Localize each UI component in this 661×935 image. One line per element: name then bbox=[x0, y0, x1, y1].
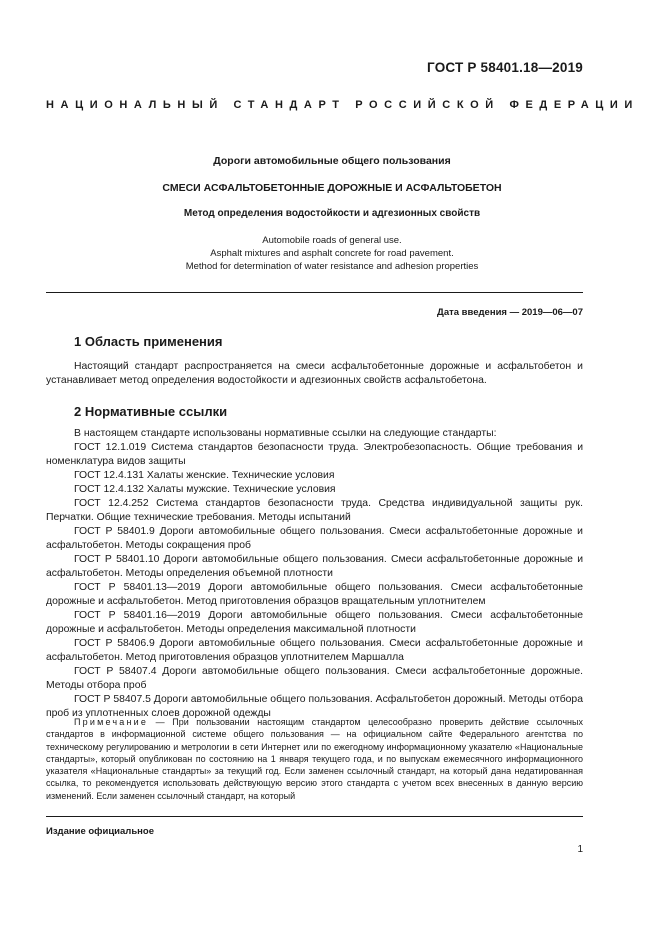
title-mixtures: СМЕСИ АСФАЛЬТОБЕТОННЫЕ ДОРОЖНЫЕ И АСФАЛЬТОБЕТОН bbox=[162, 182, 502, 194]
note-paragraph bbox=[46, 716, 583, 802]
reference-item: ГОСТ 12.1.019 Система стандартов безопасности труда. Электробезопасность. Общие требования и номенклатура видов защиты bbox=[46, 442, 583, 467]
note-text: — При пользовании настоящим стандартом целесообразно проверить действие ссылочных стандартов в информационной системе общего пользования — на официальном сайте Федерального агентства по техническому регулированию и метрологии в сети Интернет или по ежегодному информационному указателю «Национальные стандарты», который опубликован по состоянию на 1 января текущего года, и по выпускам ежемесячного информационного указателя «Национальные стандарты» за текущий год. Если заменен ссылочный стандарт, на который дана недатированная ссылка, то рекомендуется использовать действующую версию этого стандарта с учетом всех внесенных в данную версию изменений. Если заменен ссылочный стандарт, на который bbox=[46, 717, 583, 801]
reference-item: ГОСТ Р 58407.4 Дороги автомобильные общего пользования. Смеси асфальтобетонные дорожные. Методы отбора проб bbox=[46, 666, 583, 691]
official-edition-label: Издание официальное bbox=[46, 826, 154, 837]
reference-item: ГОСТ Р 58406.9 Дороги автомобильные общего пользования. Смеси асфальтобетонные дорожные и асфальтобетон. Метод приготовления образцов уплотнителем Маршалла bbox=[46, 638, 583, 663]
reference-item: ГОСТ Р 58401.16—2019 Дороги автомобильные общего пользования. Смеси асфальтобетонные дорожные и асфальтобетон. Методы определения максимальной плотности bbox=[46, 610, 583, 635]
header-divider bbox=[46, 292, 583, 293]
section-heading-references: 2 Нормативные ссылки bbox=[74, 404, 228, 419]
english-title-line: Method for determination of water resistance and adhesion properties bbox=[185, 261, 479, 272]
reference-item: ГОСТ Р 58407.5 Дороги автомобильные общего пользования. Асфальтобетон дорожный. Методы отбора проб из уплотненных слоев дорожной одежды bbox=[46, 694, 583, 719]
english-title bbox=[46, 234, 618, 273]
reference-item: ГОСТ 12.4.252 Система стандартов безопасности труда. Средства индивидуальной защиты рук. Перчатки. Общие технические требования. Методы испытаний bbox=[46, 498, 583, 523]
note-block bbox=[46, 716, 583, 802]
national-standard-banner: НАЦИОНАЛЬНЫЙ СТАНДАРТ РОССИЙСКОЙ ФЕДЕРАЦИИ bbox=[46, 99, 639, 111]
section-heading-scope: 1 Область применения bbox=[74, 334, 223, 349]
reference-item: ГОСТ 12.4.131 Халаты женские. Технические условия bbox=[74, 470, 335, 481]
note-label: Примечание bbox=[74, 717, 149, 727]
paragraph: Настоящий стандарт распространяется на смеси асфальтобетонные дорожные и асфальтобетон и устанавливает метод определения водостойкости и адгезионных свойств асфальтобетона. bbox=[46, 361, 583, 386]
document-number: ГОСТ Р 58401.18—2019 bbox=[427, 60, 583, 75]
title-roads: Дороги автомобильные общего пользования bbox=[213, 155, 451, 167]
page-number: 1 bbox=[577, 844, 583, 855]
english-title-line: Automobile roads of general use. bbox=[262, 235, 402, 246]
section-body-scope bbox=[46, 360, 583, 388]
introduction-date: Дата введения — 2019—06—07 bbox=[437, 307, 583, 318]
reference-item: ГОСТ 12.4.132 Халаты мужские. Технические условия bbox=[74, 484, 336, 495]
title-method: Метод определения водостойкости и адгезионных свойств bbox=[183, 208, 481, 219]
reference-item: ГОСТ Р 58401.13—2019 Дороги автомобильные общего пользования. Смеси асфальтобетонные дорожные и асфальтобетон. Метод приготовления образцов вращательным уплотнителем bbox=[46, 582, 583, 607]
english-title-line: Asphalt mixtures and asphalt concrete for road pavement. bbox=[210, 248, 454, 259]
reference-item: ГОСТ Р 58401.10 Дороги автомобильные общего пользования. Смеси асфальтобетонные дорожные и асфальтобетон. Методы определения объемной плотности bbox=[46, 554, 583, 579]
section-body-references bbox=[46, 427, 583, 721]
footer-divider bbox=[46, 816, 583, 817]
reference-item: ГОСТ Р 58401.9 Дороги автомобильные общего пользования. Смеси асфальтобетонные дорожные и асфальтобетон. Методы сокращения проб bbox=[46, 526, 583, 551]
paragraph: В настоящем стандарте использованы нормативные ссылки на следующие стандарты: bbox=[74, 428, 497, 439]
